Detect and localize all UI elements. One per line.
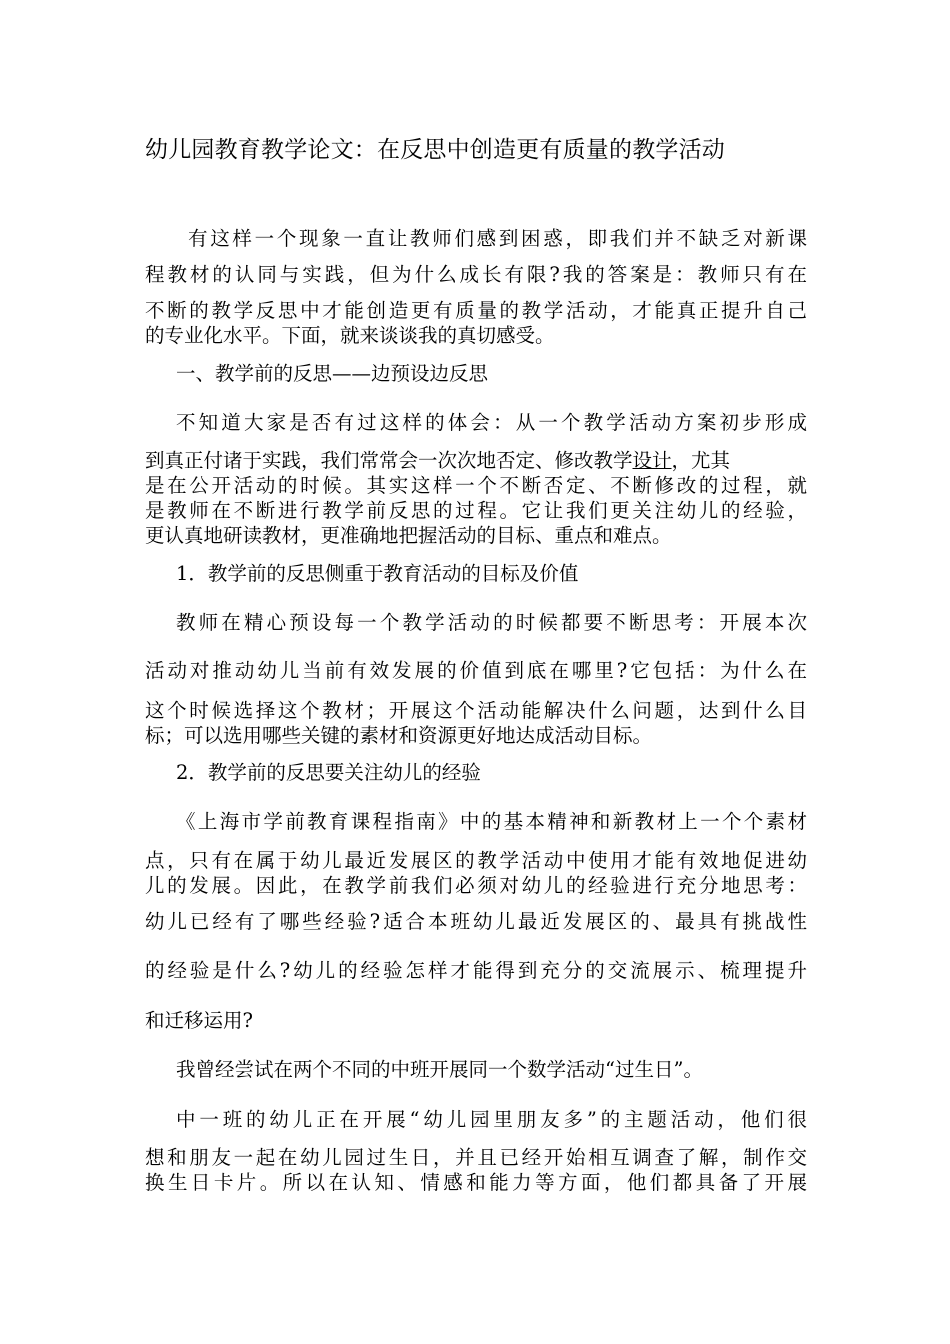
paragraph-line: 我曾经尝试在两个不同的中班开展同一个数学活动“过生日”。 <box>176 1058 703 1081</box>
paragraph-line: 想和朋友一起在幼儿园过生日，并且已经开始相互调查了解，制作交 <box>145 1146 807 1169</box>
paragraph-line: 不断的教学反思中才能创造更有质量的教学活动，才能真正提升自己 <box>145 299 807 322</box>
paragraph-line <box>145 448 807 474</box>
subsection-heading: 2．教学前的反思要关注幼儿的经验 <box>176 761 481 784</box>
paragraph-line: 是在公开活动的时候。其实这样一个不断否定、不断修改的过程，就 <box>145 474 807 497</box>
paragraph-line: 更认真地研读教材，更准确地把握活动的目标、重点和难点。 <box>145 524 672 547</box>
paragraph-line: 的专业化水平。下面，就来谈谈我的真切感受。 <box>145 324 555 347</box>
paragraph-line: 活动对推动幼儿当前有效发展的价值到底在哪里?它包括：为什么在 <box>145 659 807 682</box>
paragraph-line: 儿的发展。因此，在教学前我们必须对幼儿的经验进行充分地思考： <box>145 874 807 897</box>
subsection-heading: 1．教学前的反思侧重于教育活动的目标及价值 <box>176 562 579 585</box>
design-link[interactable]: 设计 <box>632 449 672 472</box>
paragraph-line: 中一班的幼儿正在开展“幼儿园里朋友多”的主题活动，他们很 <box>176 1108 807 1131</box>
paragraph-line: 幼儿已经有了哪些经验?适合本班幼儿最近发展区的、最具有挑战性 <box>145 910 807 933</box>
paragraph-line-text: 到真正付诸于实践，我们常常会一次次地否定、修改教学 <box>145 449 633 472</box>
paragraph-line: 的经验是什么?幼儿的经验怎样才能得到充分的交流展示、梳理提升 <box>145 959 807 982</box>
paragraph-line: 有这样一个现象一直让教师们感到困惑，即我们并不缺乏对新课 <box>188 227 807 250</box>
paragraph-line: 这个时候选择这个教材；开展这个活动能解决什么问题，达到什么目 <box>145 699 807 722</box>
paragraph-line: 点，只有在属于幼儿最近发展区的教学活动中使用才能有效地促进幼 <box>145 849 807 872</box>
paragraph-line: 《上海市学前教育课程指南》中的基本精神和新教材上一个个素材 <box>176 810 807 833</box>
paragraph-line-text: ，尤其 <box>671 449 731 472</box>
section-heading: 一、教学前的反思——边预设边反思 <box>176 362 489 385</box>
paragraph-line: 换生日卡片。所以在认知、情感和能力等方面，他们都具备了开展 <box>145 1171 807 1194</box>
paragraph-line: 程教材的认同与实践，但为什么成长有限?我的答案是：教师只有在 <box>145 263 807 286</box>
paragraph-line: 教师在精心预设每一个教学活动的时候都要不断思考：开展本次 <box>176 611 807 634</box>
paragraph-line: 不知道大家是否有过这样的体会：从一个教学活动方案初步形成 <box>176 411 807 434</box>
paragraph-line: 和迁移运用? <box>145 1009 253 1032</box>
paragraph-line: 标；可以选用哪些关键的素材和资源更好地达成活动目标。 <box>145 724 653 747</box>
paragraph-line: 是教师在不断进行教学前反思的过程。它让我们更关注幼儿的经验， <box>145 499 807 522</box>
document-title: 幼儿园教育教学论文：在反思中创造更有质量的教学活动 <box>145 137 725 163</box>
